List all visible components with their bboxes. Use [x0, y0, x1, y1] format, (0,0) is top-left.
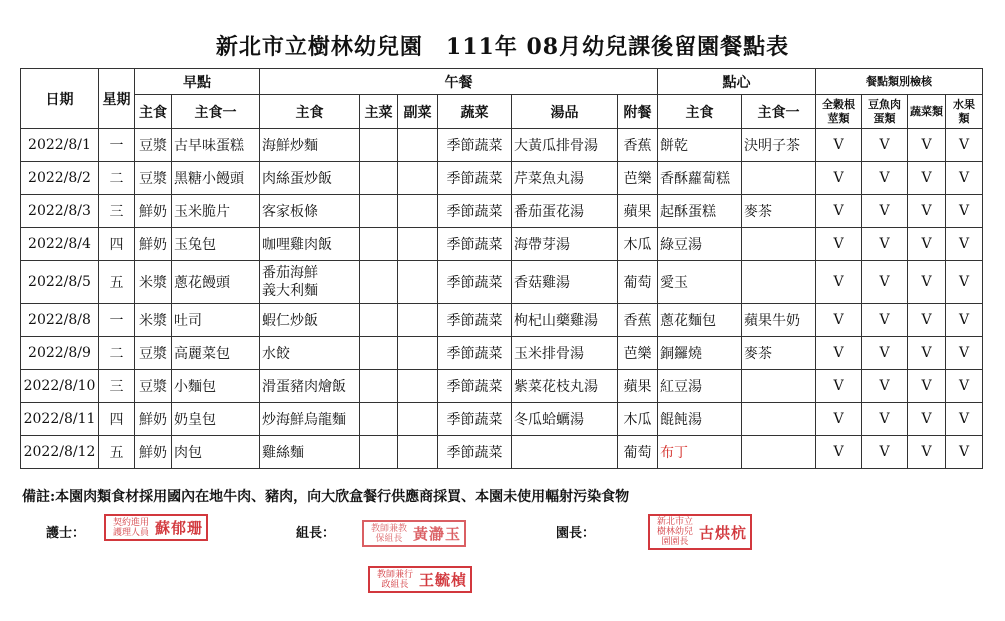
snack-main: 銅鑼燒: [658, 337, 742, 370]
director-stamp-title: 新北市立樹林幼兒園園長: [656, 517, 693, 547]
check-protein: V: [862, 403, 908, 436]
breakfast-main1: 黑糖小饅頭: [172, 162, 260, 195]
breakfast-main: 米漿: [135, 304, 172, 337]
check-veg: V: [908, 195, 946, 228]
header-breakfast-main1: 主食一: [172, 95, 260, 129]
header-breakfast: 早點: [135, 69, 260, 95]
breakfast-main: 豆漿: [135, 129, 172, 162]
lunch-veg: 季節蔬菜: [438, 436, 512, 469]
menu-weekday: 三: [99, 195, 135, 228]
lunch-soup: 玉米排骨湯: [512, 337, 618, 370]
lunch-veg: 季節蔬菜: [438, 195, 512, 228]
lunch-sidedish: [398, 261, 438, 304]
snack-main1: [742, 403, 816, 436]
director-stamp-name: 古烘杭: [699, 523, 748, 542]
snack-main: 餅乾: [658, 129, 742, 162]
header-snack-main1: 主食一: [742, 95, 816, 129]
lunch-main: 滑蛋豬肉燴飯: [260, 370, 360, 403]
lunch-sidedish: [398, 436, 438, 469]
menu-date: 2022/8/5: [21, 261, 99, 304]
breakfast-main: 豆漿: [135, 337, 172, 370]
check-grain: V: [816, 436, 862, 469]
admin-stamp-name: 王毓楨: [419, 571, 468, 589]
snack-main1: 決明子茶: [742, 129, 816, 162]
check-protein: V: [862, 337, 908, 370]
menu-row: [21, 436, 983, 469]
lunch-main: 海鮮炒麵: [260, 129, 360, 162]
breakfast-main: 鮮奶: [135, 436, 172, 469]
snack-main: 蔥花麵包: [658, 304, 742, 337]
nurse-label: 護士：: [46, 526, 86, 541]
check-veg: V: [908, 304, 946, 337]
menu-date: 2022/8/12: [21, 436, 99, 469]
lunch-extra: 葡萄: [618, 436, 658, 469]
menu-weekday: 一: [99, 129, 135, 162]
check-protein: V: [862, 370, 908, 403]
lunch-veg: 季節蔬菜: [438, 261, 512, 304]
group-leader-label: 組長：: [296, 526, 336, 541]
lunch-main: 蝦仁炒飯: [260, 304, 360, 337]
header-check-veg: 蔬菜類: [908, 95, 946, 129]
header-date: 日期: [21, 69, 99, 129]
lunch-extra: 葡萄: [618, 261, 658, 304]
lunch-extra: 香蕉: [618, 129, 658, 162]
lunch-main: 水餃: [260, 337, 360, 370]
check-protein: V: [862, 228, 908, 261]
lunch-maindish: [360, 337, 398, 370]
header-check-grain: 全穀根莖類: [816, 95, 862, 129]
menu-row: [21, 304, 983, 337]
menu-body: [21, 129, 983, 469]
check-veg: V: [908, 162, 946, 195]
check-protein: V: [862, 195, 908, 228]
menu-date: 2022/8/2: [21, 162, 99, 195]
breakfast-main1: 小麵包: [172, 370, 260, 403]
menu-row: [21, 162, 983, 195]
check-fruit: V: [946, 304, 983, 337]
snack-main1: [742, 436, 816, 469]
lunch-extra: 木瓜: [618, 228, 658, 261]
lunch-soup: 芹菜魚丸湯: [512, 162, 618, 195]
header-lunch-maindish: 主菜: [360, 95, 398, 129]
check-grain: V: [816, 337, 862, 370]
snack-main1: 麥茶: [742, 195, 816, 228]
check-veg: V: [908, 370, 946, 403]
check-veg: V: [908, 436, 946, 469]
breakfast-main: 米漿: [135, 261, 172, 304]
check-grain: V: [816, 195, 862, 228]
lunch-maindish: [360, 129, 398, 162]
breakfast-main1: 蔥花饅頭: [172, 261, 260, 304]
lunch-soup: 番茄蛋花湯: [512, 195, 618, 228]
check-veg: V: [908, 403, 946, 436]
lunch-soup: 紫菜花枝丸湯: [512, 370, 618, 403]
lunch-veg: 季節蔬菜: [438, 304, 512, 337]
menu-date: 2022/8/10: [21, 370, 99, 403]
snack-main1: 麥茶: [742, 337, 816, 370]
header-check: 餐點類別檢核: [816, 69, 983, 95]
menu-row: [21, 337, 983, 370]
header-lunch-extra: 附餐: [618, 95, 658, 129]
lunch-sidedish: [398, 195, 438, 228]
footnote: 備註:本園肉類食材採用國內在地牛肉、豬肉，向大欣盒餐行供應商採買、本園未使用輻射污染食物: [22, 489, 630, 505]
menu-table: [20, 68, 983, 469]
admin-leader-stamp: [368, 566, 472, 593]
check-grain: V: [816, 403, 862, 436]
header-lunch-sidedish: 副菜: [398, 95, 438, 129]
breakfast-main1: 肉包: [172, 436, 260, 469]
header-lunch-soup: 湯品: [512, 95, 618, 129]
lunch-maindish: [360, 403, 398, 436]
check-fruit: V: [946, 337, 983, 370]
breakfast-main1: 古早味蛋糕: [172, 129, 260, 162]
header-lunch: 午餐: [260, 69, 658, 95]
snack-main: 起酥蛋糕: [658, 195, 742, 228]
menu-row: [21, 129, 983, 162]
lunch-maindish: [360, 370, 398, 403]
menu-row: [21, 195, 983, 228]
lunch-extra: 香蕉: [618, 304, 658, 337]
lunch-veg: 季節蔬菜: [438, 337, 512, 370]
lunch-veg: 季節蔬菜: [438, 228, 512, 261]
lunch-sidedish: [398, 337, 438, 370]
lunch-maindish: [360, 261, 398, 304]
check-protein: V: [862, 162, 908, 195]
breakfast-main1: 高麗菜包: [172, 337, 260, 370]
page-title: 新北市立樹林幼兒園 111年 08月幼兒課後留園餐點表: [215, 34, 790, 60]
breakfast-main1: 玉兔包: [172, 228, 260, 261]
breakfast-main: 鮮奶: [135, 403, 172, 436]
lunch-main: 雞絲麵: [260, 436, 360, 469]
lunch-sidedish: [398, 403, 438, 436]
snack-main1: 蘋果牛奶: [742, 304, 816, 337]
snack-main: 紅豆湯: [658, 370, 742, 403]
check-grain: V: [816, 261, 862, 304]
check-veg: V: [908, 261, 946, 304]
lunch-maindish: [360, 304, 398, 337]
lunch-veg: 季節蔬菜: [438, 370, 512, 403]
menu-date: 2022/8/1: [21, 129, 99, 162]
lunch-sidedish: [398, 162, 438, 195]
menu-date: 2022/8/3: [21, 195, 99, 228]
check-protein: V: [862, 261, 908, 304]
lunch-maindish: [360, 195, 398, 228]
menu-row: [21, 228, 983, 261]
menu-weekday: 二: [99, 162, 135, 195]
breakfast-main: 豆漿: [135, 370, 172, 403]
check-veg: V: [908, 337, 946, 370]
check-grain: V: [816, 162, 862, 195]
menu-row: [21, 403, 983, 436]
check-fruit: V: [946, 436, 983, 469]
lunch-soup: [512, 436, 618, 469]
header-lunch-main: 主食: [260, 95, 360, 129]
snack-main1: [742, 370, 816, 403]
lunch-main: 客家板條: [260, 195, 360, 228]
menu-weekday: 二: [99, 337, 135, 370]
check-grain: V: [816, 370, 862, 403]
snack-main1: [742, 162, 816, 195]
lunch-extra: 芭樂: [618, 337, 658, 370]
lunch-sidedish: [398, 304, 438, 337]
admin-stamp-title: 教師兼行政組長: [376, 569, 413, 590]
group-leader-stamp: [362, 520, 466, 547]
menu-date: 2022/8/4: [21, 228, 99, 261]
check-fruit: V: [946, 228, 983, 261]
group-stamp-name: 黃瀞玉: [413, 525, 462, 543]
lunch-veg: 季節蔬菜: [438, 403, 512, 436]
lunch-veg: 季節蔬菜: [438, 162, 512, 195]
check-grain: V: [816, 129, 862, 162]
snack-main: 布丁: [658, 436, 742, 469]
check-protein: V: [862, 436, 908, 469]
menu-weekday: 四: [99, 228, 135, 261]
header-check-fruit: 水果類: [946, 95, 983, 129]
lunch-extra: 蘋果: [618, 195, 658, 228]
lunch-soup: 大黃瓜排骨湯: [512, 129, 618, 162]
lunch-maindish: [360, 436, 398, 469]
menu-date: 2022/8/11: [21, 403, 99, 436]
menu-weekday: 三: [99, 370, 135, 403]
header-breakfast-main: 主食: [135, 95, 172, 129]
menu-row: [21, 261, 983, 304]
check-fruit: V: [946, 195, 983, 228]
lunch-soup: 冬瓜蛤蠣湯: [512, 403, 618, 436]
breakfast-main: 鮮奶: [135, 228, 172, 261]
check-fruit: V: [946, 370, 983, 403]
check-protein: V: [862, 304, 908, 337]
lunch-main: 咖哩雞肉飯: [260, 228, 360, 261]
nurse-stamp-name: 蘇郁珊: [155, 519, 204, 537]
check-fruit: V: [946, 162, 983, 195]
lunch-main: 番茄海鮮 義大利麵: [260, 261, 360, 304]
director-label: 園長：: [556, 526, 596, 541]
check-veg: V: [908, 228, 946, 261]
snack-main: 香酥蘿蔔糕: [658, 162, 742, 195]
snack-main: 綠豆湯: [658, 228, 742, 261]
lunch-veg: 季節蔬菜: [438, 129, 512, 162]
header-snack: 點心: [658, 69, 816, 95]
snack-main1: [742, 261, 816, 304]
menu-weekday: 五: [99, 261, 135, 304]
menu-date: 2022/8/9: [21, 337, 99, 370]
director-stamp: [648, 514, 752, 550]
menu-weekday: 一: [99, 304, 135, 337]
lunch-soup: 枸杞山藥雞湯: [512, 304, 618, 337]
lunch-main: 肉絲蛋炒飯: [260, 162, 360, 195]
nurse-stamp-title: 契約進用護理人員: [112, 517, 149, 538]
breakfast-main1: 玉米脆片: [172, 195, 260, 228]
check-protein: V: [862, 129, 908, 162]
lunch-soup: 海帶芽湯: [512, 228, 618, 261]
header-weekday: 星期: [99, 69, 135, 129]
check-grain: V: [816, 304, 862, 337]
lunch-extra: 芭樂: [618, 162, 658, 195]
check-fruit: V: [946, 129, 983, 162]
lunch-extra: 蘋果: [618, 370, 658, 403]
breakfast-main: 豆漿: [135, 162, 172, 195]
check-grain: V: [816, 228, 862, 261]
breakfast-main1: 奶皇包: [172, 403, 260, 436]
lunch-maindish: [360, 162, 398, 195]
lunch-sidedish: [398, 228, 438, 261]
menu-row: [21, 370, 983, 403]
snack-main: 愛玉: [658, 261, 742, 304]
lunch-maindish: [360, 228, 398, 261]
check-veg: V: [908, 129, 946, 162]
snack-main: 餛飩湯: [658, 403, 742, 436]
lunch-sidedish: [398, 370, 438, 403]
lunch-sidedish: [398, 129, 438, 162]
menu-date: 2022/8/8: [21, 304, 99, 337]
menu-weekday: 四: [99, 403, 135, 436]
lunch-extra: 木瓜: [618, 403, 658, 436]
breakfast-main: 鮮奶: [135, 195, 172, 228]
header-snack-main: 主食: [658, 95, 742, 129]
breakfast-main1: 吐司: [172, 304, 260, 337]
check-fruit: V: [946, 403, 983, 436]
snack-main1: [742, 228, 816, 261]
group-stamp-title: 教師兼教保組長: [370, 523, 407, 544]
lunch-main: 炒海鮮烏龍麵: [260, 403, 360, 436]
lunch-soup: 香菇雞湯: [512, 261, 618, 304]
header-lunch-veg: 蔬菜: [438, 95, 512, 129]
menu-weekday: 五: [99, 436, 135, 469]
check-fruit: V: [946, 261, 983, 304]
header-check-protein: 豆魚肉蛋類: [862, 95, 908, 129]
nurse-stamp: [104, 514, 208, 541]
